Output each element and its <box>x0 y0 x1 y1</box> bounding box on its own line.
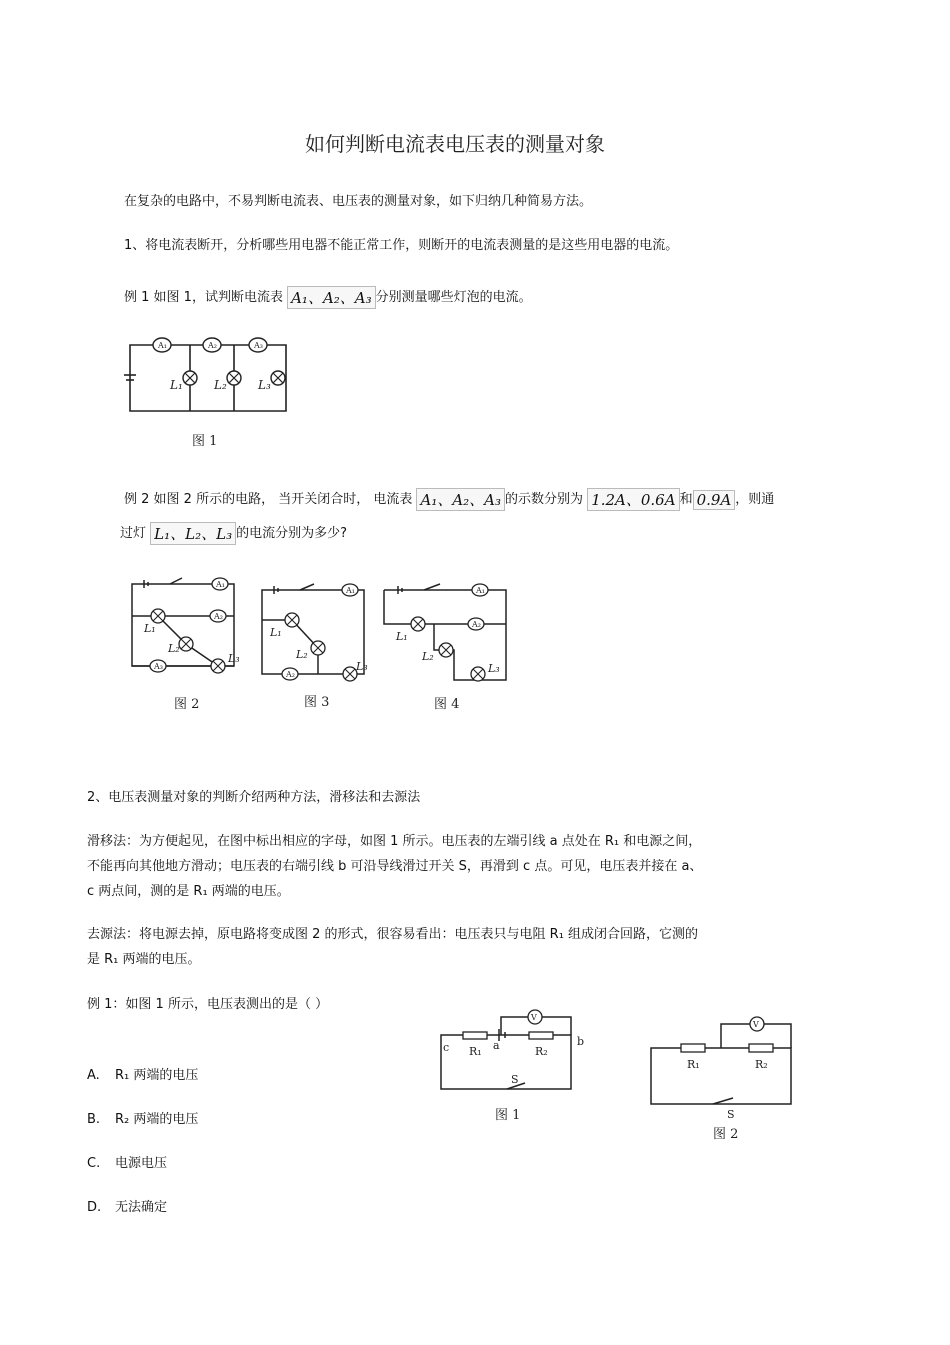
svg-text:A₂: A₂ <box>208 341 217 350</box>
option-letter: A. <box>87 1068 100 1083</box>
page-title: 如何判断电流表电压表的测量对象 <box>305 132 605 156</box>
example2-text-c: ，则通 <box>735 492 775 507</box>
intro-paragraph: 在复杂的电路中，不易判断电流表、电压表的测量对象，如下归纳几种简易方法。 <box>124 194 593 209</box>
point-c-label: c <box>443 1041 450 1054</box>
option-letter: D. <box>87 1200 102 1215</box>
r2-label: R₂ <box>535 1045 548 1058</box>
svg-text:A₃: A₃ <box>254 341 263 350</box>
switch-label: S <box>511 1073 519 1086</box>
ammeter-symbols: A₁、A₂、A₃ <box>287 286 376 309</box>
ammeter-symbols-2: A₁、A₂、A₃ <box>416 488 505 511</box>
example2-text-e: 的电流分别为多少? <box>236 526 347 541</box>
svg-text:A₁: A₁ <box>476 586 485 595</box>
voltmeter-label: V <box>531 1013 537 1022</box>
section1-heading: 1、将电流表断开，分析哪些用电器不能正常工作，则断开的电流表测量的是这些用电器的电流。 <box>124 238 679 253</box>
svg-text:L₁: L₁ <box>396 630 408 643</box>
current-values: 1.2A、0.6A <box>587 488 679 511</box>
circuit-figure-1 <box>124 333 302 458</box>
example1-prefix: 例 1 如图 1，试判断电流表 <box>124 290 283 305</box>
example2-line1 <box>124 488 774 511</box>
point-a-label: a <box>493 1039 500 1052</box>
option-b <box>87 1108 198 1127</box>
remove-method-line1: 去源法：将电源去掉，原电路将变成图 2 的形式，很容易看出：电压表只与电阻 R₁ 组成闭合回路，它测的 <box>87 927 699 942</box>
option-text: R₁ 两端的电压 <box>115 1068 199 1083</box>
option-d <box>87 1196 167 1215</box>
example2-text-d: 过灯 <box>120 526 147 541</box>
svg-text:L₂: L₂ <box>168 642 180 655</box>
svg-text:L₃: L₃ <box>228 652 240 665</box>
svg-text:L₂: L₂ <box>296 648 308 661</box>
svg-text:L₂: L₂ <box>214 378 227 392</box>
question-text: 例 1：如图 1 所示，电压表测出的是（ ） <box>87 997 329 1012</box>
example1-suffix: 分别测量哪些灯泡的电流。 <box>375 290 532 305</box>
circuit-figures-2-3-4 <box>124 570 524 718</box>
svg-text:A₁: A₁ <box>216 580 225 589</box>
option-a <box>87 1064 198 1083</box>
example1-text <box>124 286 532 309</box>
switch-label-2: S <box>727 1108 735 1121</box>
svg-text:L₁: L₁ <box>270 626 282 639</box>
remove-method-line2: 是 R₁ 两端的电压。 <box>87 952 201 967</box>
r1-label-2: R₁ <box>687 1058 700 1071</box>
slide-method-line2: 不能再向其他地方滑动；电压表的右端引线 b 可沿导线滑过开关 S，再滑到 c 点。可见，电压表并接在 a、 <box>87 859 703 874</box>
svg-text:L₁: L₁ <box>144 622 156 635</box>
option-text: 无法确定 <box>115 1200 168 1215</box>
section2-heading: 2、电压表测量对象的判断介绍两种方法，滑移法和去源法 <box>87 790 421 805</box>
fig4-caption: 图 4 <box>434 697 460 712</box>
fig1-caption: 图 1 <box>192 434 218 449</box>
option-c <box>87 1152 167 1171</box>
svg-text:A₁: A₁ <box>346 586 355 595</box>
svg-text:A₂: A₂ <box>286 670 295 679</box>
option-letter: C. <box>87 1156 101 1171</box>
example2-text-b: 的示数分别为 <box>505 492 584 507</box>
svg-text:A₂: A₂ <box>472 620 481 629</box>
example2-line2 <box>120 522 347 545</box>
svg-text:L₃: L₃ <box>488 662 500 675</box>
svg-text:A₁: A₁ <box>158 341 167 350</box>
svg-text:A₂: A₂ <box>214 612 223 621</box>
voltmeter-fig2-caption: 图 2 <box>713 1127 739 1142</box>
current-value-3: 0.9A <box>693 490 736 510</box>
voltmeter-fig1-caption: 图 1 <box>495 1108 521 1123</box>
r2-label-2: R₂ <box>755 1058 768 1071</box>
voltmeter-figure-1 <box>421 1005 593 1125</box>
svg-text:A₃: A₃ <box>154 662 163 671</box>
lamp-symbols: L₁、L₂、L₃ <box>150 522 236 545</box>
slide-method-line1: 滑移法：为方便起见，在图中标出相应的字母，如图 1 所示。电压表的左端引线 a 点处在 R₁ 和电源之间， <box>87 834 702 849</box>
example2-text-a: 例 2 如图 2 所示的电路， 当开关闭合时， 电流表 <box>124 492 413 507</box>
svg-text:L₂: L₂ <box>422 650 434 663</box>
example2-and: 和 <box>679 492 693 507</box>
fig3-caption: 图 3 <box>304 695 330 710</box>
option-letter: B. <box>87 1112 101 1127</box>
slide-method-line3: c 两点间，测的是 R₁ 两端的电压。 <box>87 884 290 899</box>
svg-text:L₃: L₃ <box>258 378 271 392</box>
voltmeter-label-2: V <box>753 1020 759 1029</box>
r1-label: R₁ <box>469 1045 482 1058</box>
option-text: R₂ 两端的电压 <box>115 1112 199 1127</box>
point-b-label: b <box>577 1035 585 1048</box>
voltmeter-figure-2 <box>641 1012 803 1144</box>
svg-text:L₁: L₁ <box>170 378 183 392</box>
svg-text:L₃: L₃ <box>356 660 368 673</box>
fig2-caption: 图 2 <box>174 697 200 712</box>
option-text: 电源电压 <box>115 1156 168 1171</box>
